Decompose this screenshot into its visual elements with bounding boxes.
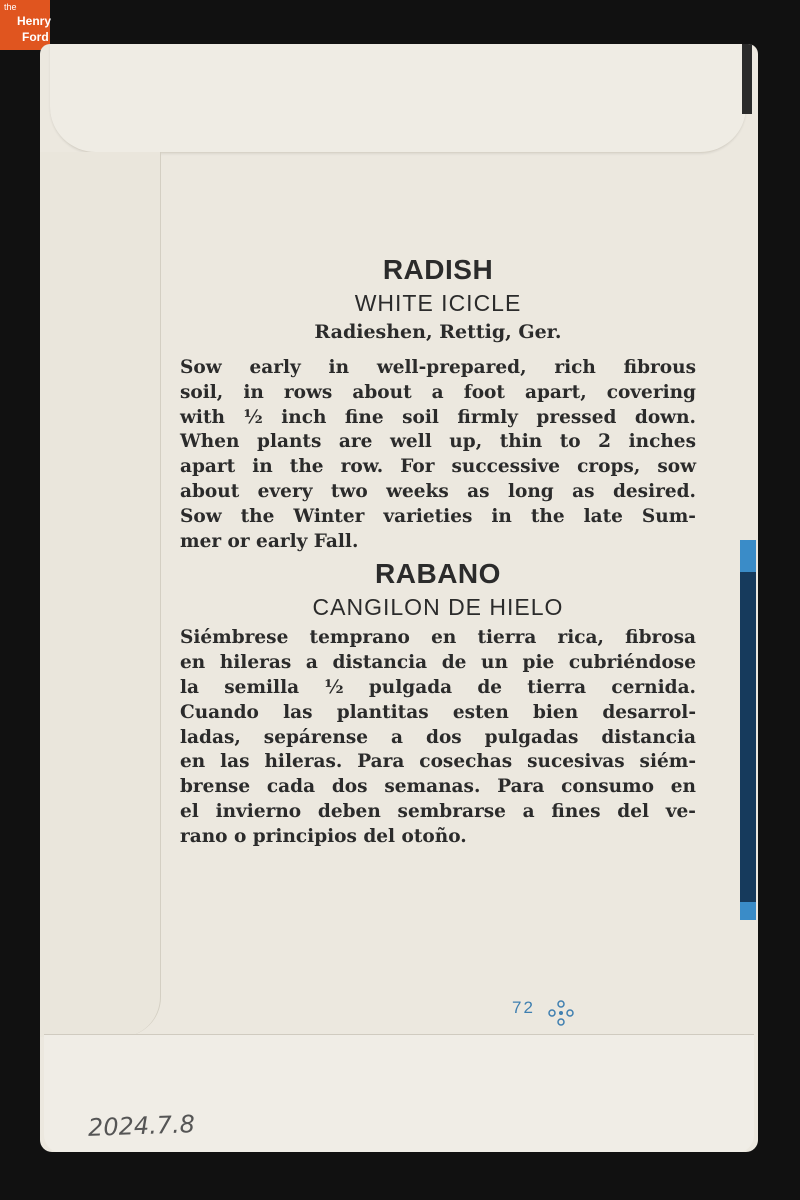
spanish-title: RABANO [375, 558, 501, 590]
english-instructions [180, 356, 696, 554]
top-flap [50, 44, 746, 153]
logo-ford: Ford [22, 30, 49, 44]
dark-edge [742, 44, 752, 114]
flower-ornament-icon [546, 998, 576, 1028]
blue-label-inner [740, 572, 756, 902]
spanish-line: el invierno deben sembrarse a fines del ve- [180, 800, 696, 822]
spanish-line: Cuando las plantitas esten bien desarrol- [180, 701, 696, 723]
spanish-line: rano o principios del otoño. [180, 825, 467, 847]
spanish-instructions [180, 626, 696, 849]
spanish-line: brense cada dos semanas. Para consumo en [180, 776, 696, 798]
english-line: mer or early Fall. [180, 530, 359, 552]
foreign-names: Radieshen, Rettig, Ger. [314, 321, 562, 343]
spanish-variety: CANGILON DE HIELO [312, 594, 564, 621]
spanish-line: en las hileras. Para cosechas sucesivas siém- [180, 751, 696, 773]
catalog-code: 72 [512, 998, 535, 1017]
english-line: soil, in rows about a foot apart, covering [180, 381, 696, 403]
english-line: with ½ inch fine soil firmly pressed down. [180, 406, 696, 428]
english-line: Sow early in well-prepared, rich fibrous [180, 357, 696, 378]
logo-henry: Henry [17, 14, 52, 28]
english-line: When plants are well up, thin to 2 inches [180, 431, 696, 453]
henry-ford-logo [0, 0, 50, 50]
english-line: Sow the Winter varieties in the late Sum- [180, 505, 696, 527]
logo-the: the [4, 2, 17, 12]
spanish-line: en hileras a distancia de un pie cubriéndose [180, 652, 696, 674]
english-line: about every two weeks as long as desired. [180, 480, 696, 502]
instructions-block [180, 252, 696, 850]
english-variety: WHITE ICICLE [354, 290, 522, 316]
side-flap [40, 152, 161, 1037]
blue-label-strip [740, 540, 756, 920]
handwritten-accession-number: 2024.7.8 [87, 1110, 196, 1142]
spanish-line: la semilla ½ pulgada de tierra cernida. [180, 676, 696, 698]
english-title: RADISH [382, 254, 494, 285]
english-line: apart in the row. For successive crops, sow [180, 456, 696, 478]
spanish-line: ladas, sepárense a dos pulgadas distancia [180, 726, 696, 748]
spanish-line: Siémbrese temprano en tierra rica, fibrosa [180, 627, 696, 649]
